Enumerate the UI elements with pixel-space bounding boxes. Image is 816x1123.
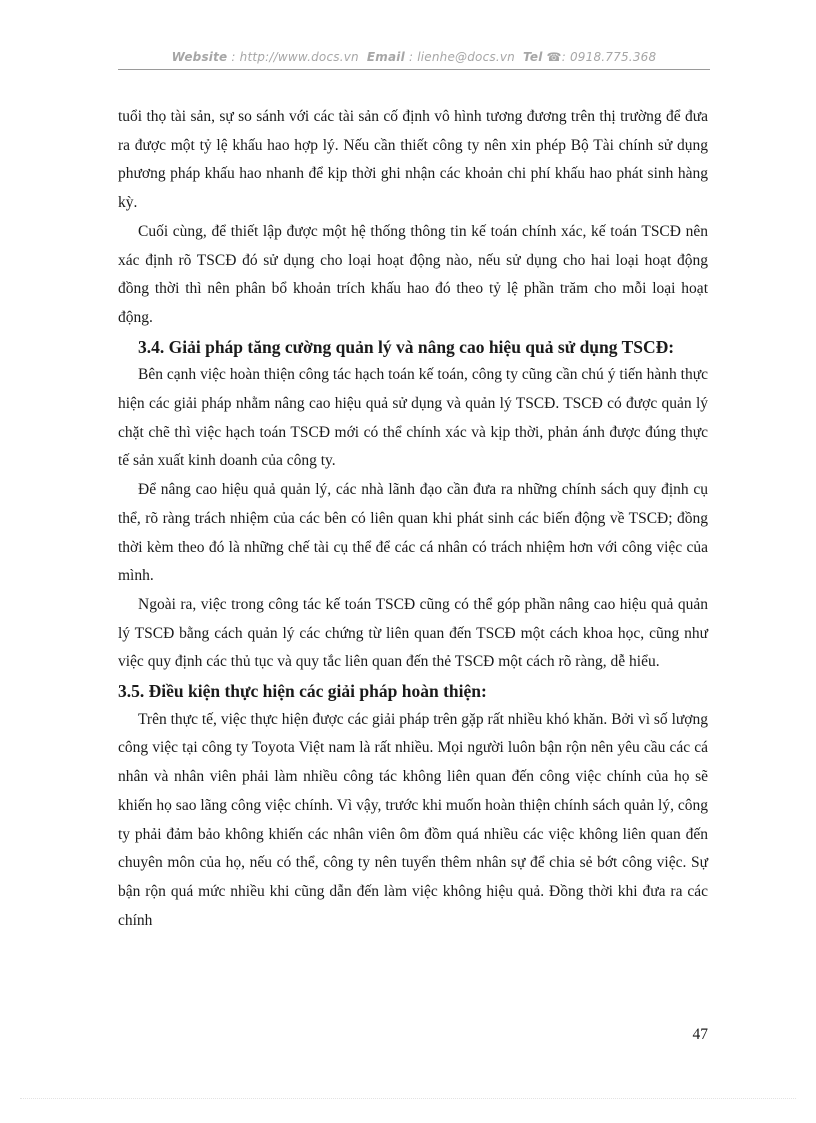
tel-value: : 0918.775.368: [561, 50, 657, 64]
paragraph-section-3-4-intro: Bên cạnh việc hoàn thiện công tác hạch toán kế toán, công ty cũng cần chú ý tiến hành thực hiện các giải pháp nhằm nâng cao hiệu quả sử dụng và quản lý TSCĐ. TSCĐ có được quản lý chặt chẽ thì việc hạch toán TSCĐ mới có thể chính xác và kịp thời, phản ánh được đúng thực tế sản xuất kinh doanh của công ty.: [118, 366, 708, 470]
paragraph-continuation: tuổi thọ tài sản, sự so sánh với các tài sản cố định vô hình tương đương trên thị trường để đưa ra được một tỷ lệ khấu hao hợp lý. Nếu cần thiết công ty nên xin phép Bộ Tài chính sử dụng phương pháp khấu hao nhanh để kịp thời ghi nhận các khoản chi phí khấu hao phát sinh hàng kỳ.: [118, 108, 708, 212]
document-body: [118, 103, 708, 935]
page-number: 47: [692, 1026, 708, 1043]
tel-label: Tel: [523, 50, 543, 64]
email-label: Email: [366, 50, 405, 64]
email-value[interactable]: : lienhe@docs.vn: [408, 50, 515, 64]
website-label: Website: [171, 50, 228, 64]
section-heading-3-4: 3.4. Giải pháp tăng cường quản lý và nâng cao hiệu quả sử dụng TSCĐ:: [138, 336, 675, 357]
section-heading-3-5: 3.5. Điều kiện thực hiện các giải pháp hoàn thiện:: [118, 681, 487, 702]
header-divider: [118, 69, 710, 70]
phone-icon: ☎: [546, 50, 562, 64]
paragraph-section-3-4-documents: Ngoài ra, việc trong công tác kế toán TSCĐ cũng có thể góp phần nâng cao hiệu quả quản lý TSCĐ bằng cách quản lý các chứng từ liên quan đến TSCĐ một cách khoa học, cũng như việc quy định các thủ tục và quy tắc liên quan đến thẻ TSCĐ một cách rõ ràng, dễ hiểu.: [118, 595, 708, 671]
paragraph-section-3-5: Trên thực tế, việc thực hiện được các giải pháp trên gặp rất nhiều khó khăn. Bởi vì số lượng công việc tại công ty Toyota Việt nam là rất nhiều. Mọi người luôn bận rộn nên yêu cầu các cá nhân và nhân viên phải làm nhiều công tác không liên quan đến công việc chính của họ sẽ khiến họ sao lãng công việc chính. Vì vậy, trước khi muốn hoàn thiện chính sách quản lý, công ty phải đảm bảo không khiến các nhân viên ôm đồm quá nhiều các việc không liên quan đến chuyên môn của họ, nếu có thể, công ty nên tuyển thêm nhân sự để chia sẻ bớt công việc. Sự bận rộn quá mức nhiều khi cũng dẫn đến làm việc không hiệu quả. Đồng thời khi đưa ra các chính: [118, 710, 708, 929]
website-value[interactable]: : http://www.docs.vn: [231, 50, 359, 64]
page-bottom-divider: [20, 1098, 796, 1099]
page-header: [118, 50, 710, 70]
paragraph-section-3-4-policy: Để nâng cao hiệu quả quản lý, các nhà lãnh đạo cần đưa ra những chính sách quy định cụ thể, rõ ràng trách nhiệm của các bên có liên quan khi phát sinh các biến động về TSCĐ; đồng thời kèm theo đó là những chế tài cụ thể để các cá nhân có trách nhiệm hơn với công việc của mình.: [118, 481, 708, 585]
paragraph-final-remark: Cuối cùng, để thiết lập được một hệ thống thông tin kế toán chính xác, kế toán TSCĐ nên xác định rõ TSCĐ đó sử dụng cho loại hoạt động nào, nếu sử dụng cho hai loại hoạt động đồng thời thì nên phân bổ khoản trích khấu hao đó theo tỷ lệ phần trăm cho mỗi loại hoạt động.: [118, 222, 708, 326]
